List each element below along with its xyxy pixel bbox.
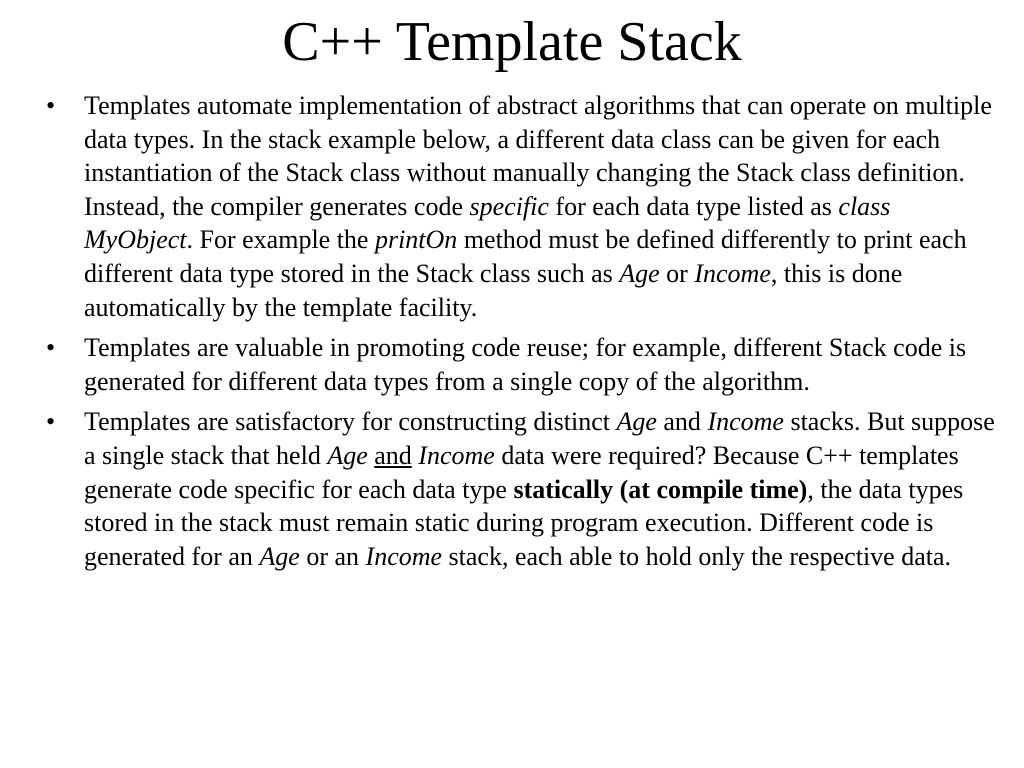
text-segment: Age xyxy=(616,407,657,437)
bullet-marker: • xyxy=(46,333,56,363)
text-segment: Income xyxy=(694,258,771,288)
text-segment: data were required? Because C++ templates generate code specific for each data type xyxy=(84,440,959,504)
text-segment: Age xyxy=(619,258,660,288)
text-segment: or an xyxy=(299,541,366,571)
text-segment: , the data types stored in the stack must remain static during program execution. Different code is generated for an xyxy=(84,474,964,571)
text-segment: Income xyxy=(707,407,784,437)
text-segment: for each data type listed as xyxy=(548,191,839,221)
bullet-item xyxy=(46,89,996,324)
slide-title: C++ Template Stack xyxy=(282,11,742,73)
text-segment: Income xyxy=(418,440,495,470)
text-segment: statically (at compile time) xyxy=(513,474,808,504)
text-segment: stacks. But suppose a single stack that held xyxy=(84,407,995,470)
bullet-text xyxy=(84,407,995,570)
text-segment: or xyxy=(659,258,695,288)
text-segment: Templates automate implementation of abstract algorithms that can operate on multiple data types. In the stack example below, a different data class can be given for each instantiation of the Stack class without manually changing the Stack class definition. Instead, the compiler generates code xyxy=(84,91,992,221)
bullet-text xyxy=(84,91,992,322)
text-segment: and xyxy=(374,440,412,470)
text-segment: Age xyxy=(327,440,368,470)
text-segment: Age xyxy=(259,541,300,571)
bullet-text xyxy=(84,333,966,396)
text-segment: stack, each able to hold only the respective data. xyxy=(442,541,952,571)
text-segment: method must be defined differently to print each different data type stored in the Stack class such as xyxy=(84,225,967,288)
bullet-list xyxy=(46,89,996,580)
bullet-marker: • xyxy=(46,407,56,437)
bullet-item xyxy=(46,405,996,573)
text-segment: Templates are valuable in promoting code reuse; for example, different Stack code is generated for different data types from a single copy of the algorithm. xyxy=(84,333,967,396)
bullet-marker: • xyxy=(46,91,56,120)
text-segment: class MyObject xyxy=(84,191,891,255)
text-segment: Income xyxy=(365,541,443,571)
text-segment: printOn xyxy=(374,225,458,255)
text-segment: Templates are satisfactory for constructing distinct xyxy=(84,407,617,437)
text-segment: and xyxy=(656,407,708,437)
text-segment: . For example the xyxy=(186,225,375,255)
bullet-item xyxy=(46,331,996,398)
text-segment: , this is done automatically by the template facility. xyxy=(84,258,903,322)
text-segment: specific xyxy=(469,191,549,221)
